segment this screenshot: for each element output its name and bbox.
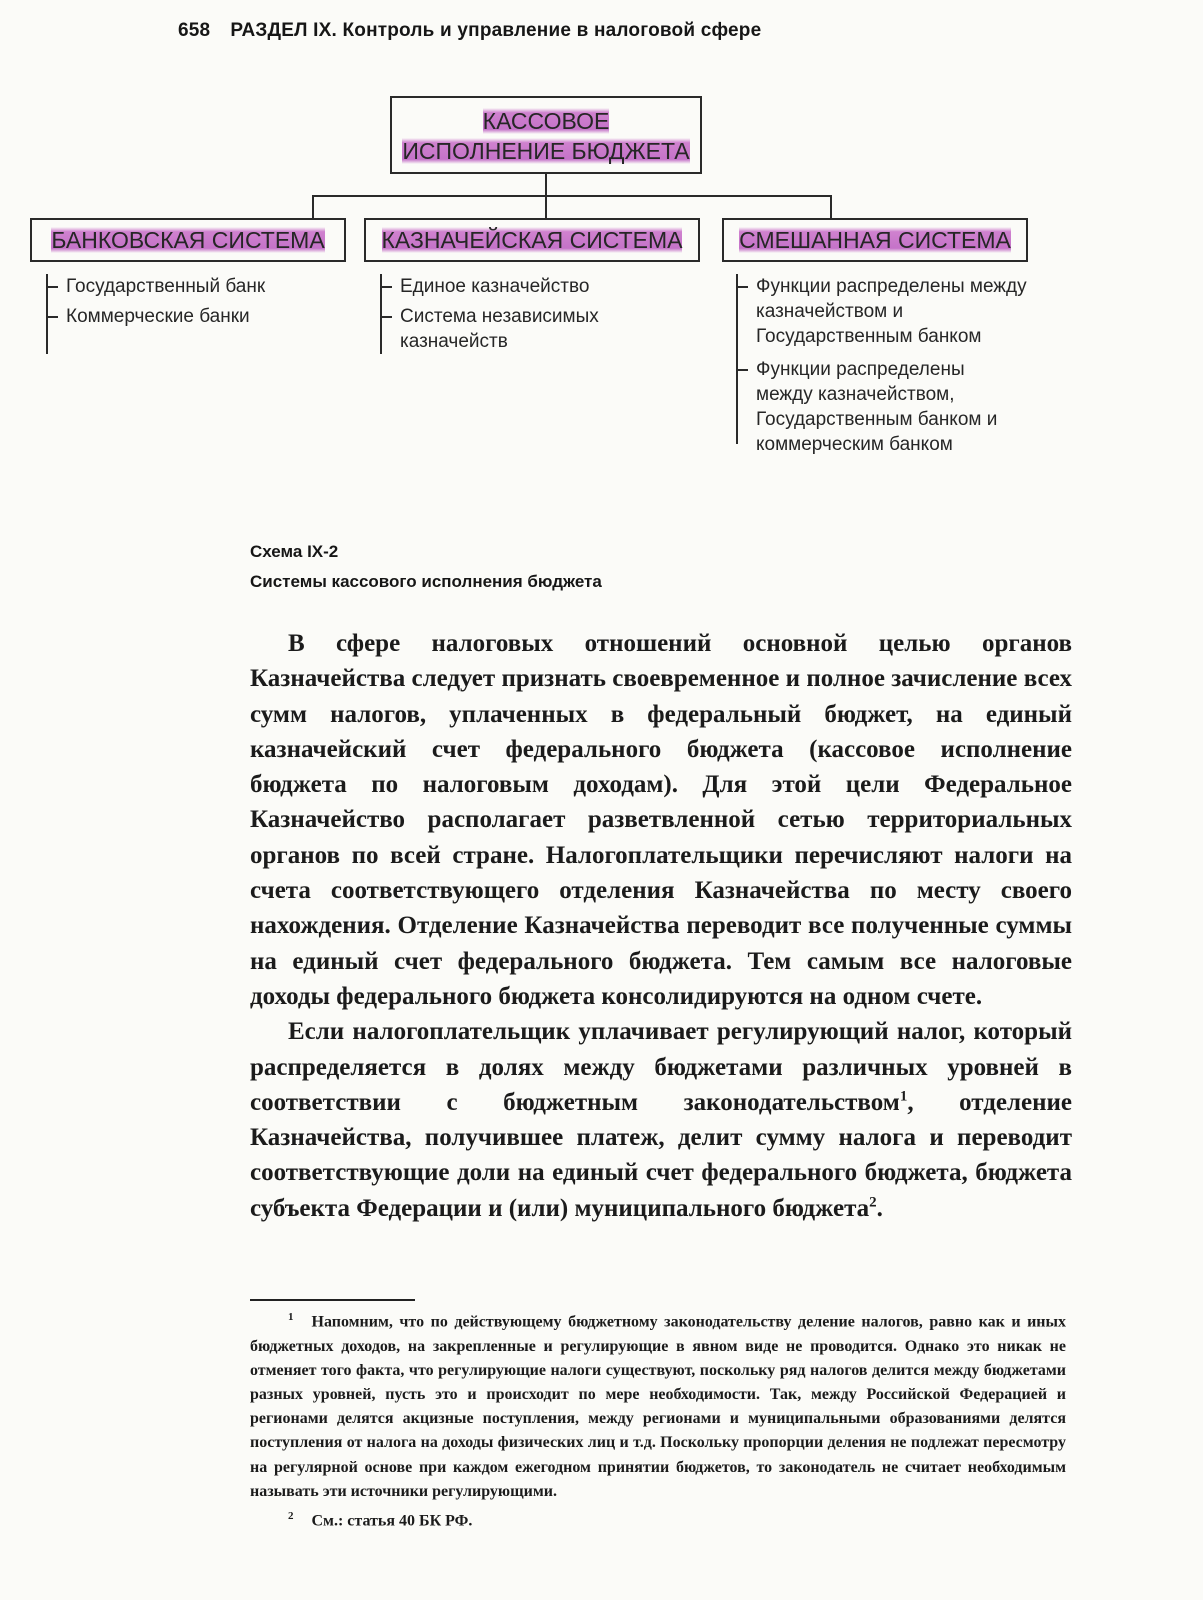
- footnote-text: Напомним, что по действующему бюджетному законодательству деление налогов, равно как и иных бюджетных доходов, на закрепленные и регулирующие в явном виде не проводится. Однако это никак не отменяет того факта, что регулирующие налоги существуют, поскольку ряд налогов делится между бюджетами разных уровней, пусть это и происходит по мере необходимости. Так, между Российской Федерацией и регионами делятся акцизные поступления, между регионами и муниципальными образованиями делятся поступления от налога на доходы физических лиц и т.д. Поскольку пропорции деления не подлежат пересмотру на регулярной основе при каждом ежегодном принятии бюджетов, то законодатель не считает необходимым называть эти источники регулирующими.: [250, 1313, 1066, 1500]
- page-number: 658: [178, 20, 211, 41]
- caption-title: Системы кассового исполнения бюджета: [250, 572, 602, 591]
- paragraph: Если налогоплательщик уплачивает регулирующий налог, который распределяется в долях между бюджетами различных уровней в соответствии с бюджетным законодательством$^1$, отделение Казначейства, получившее платеж, делит сумму налога и переводит соответствующие доли на единый счет федерального бюджета, бюджета субъекта Федерации и (или) муниципального бюджета$^2$.: [250, 1018, 1073, 1222]
- system-box-mixed: [722, 218, 1028, 262]
- list-item: Функции распределены между казначейством, Государственным банком и коммерческим банком: [736, 357, 1021, 457]
- mixed-items: [736, 274, 1081, 462]
- footnotes: [250, 1305, 1066, 1533]
- system-title: КАЗНАЧЕЙСКАЯ СИСТЕМА: [381, 227, 683, 253]
- root-box: [390, 96, 702, 174]
- connector-horizontal: [312, 195, 832, 197]
- system-title: БАНКОВСКАЯ СИСТЕМА: [51, 227, 325, 253]
- footnote: [250, 1305, 1066, 1504]
- root-line1: КАССОВОЕ: [482, 108, 610, 134]
- footnote-number: 1: [288, 1311, 294, 1323]
- connector-left: [312, 195, 314, 219]
- list-item: Единое казначейство: [380, 274, 670, 299]
- footnote: [250, 1504, 1066, 1534]
- treasury-items: [380, 274, 670, 359]
- body-text: [250, 626, 1072, 1226]
- footnote-ref[interactable]: 1: [899, 1088, 908, 1105]
- connector-root-down: [545, 174, 547, 196]
- figure-caption: [250, 537, 602, 597]
- system-box-treasury: [364, 218, 700, 262]
- connector-right: [830, 195, 832, 219]
- footnote-ref[interactable]: 2: [869, 1194, 877, 1211]
- running-head: [178, 20, 761, 42]
- section-title: РАЗДЕЛ IX. Контроль и управление в налоговой сфере: [230, 20, 762, 41]
- paragraph: В сфере налоговых отношений основной целью органов Казначейства следует признать своевременное и полное зачисление всех сумм налогов, уплаченных в федеральный бюджет, на единый казначейский счет федерального бюджета (кассовое исполнение бюджета по налоговым доходам). Для этой цели Федеральное Казначейство располагает разветвленной сетью территориальных органов по всей стране. Налогоплательщики перечисляют налоги на счета соответствующего отделения Казначейства по месту своего нахождения. Отделение Казначейства переводит все полученные суммы на единый счет федерального бюджета. Тем самым все налоговые доходы федерального бюджета консолидируются на одном счете.: [250, 630, 1072, 1010]
- footnote-divider: [250, 1299, 415, 1301]
- system-box-banking: [30, 218, 346, 262]
- footnote-text: См.: статья 40 БК РФ.: [311, 1512, 473, 1530]
- footnote-number: 2: [288, 1509, 294, 1522]
- system-title: СМЕШАННАЯ СИСТЕМА: [739, 227, 1011, 253]
- connector-center: [545, 195, 547, 219]
- list-item: Коммерческие банки: [46, 304, 346, 329]
- list-item: Система независимых казначейств: [380, 304, 670, 354]
- banking-items: [46, 274, 346, 334]
- list-item: Функции распределены между казначейством и Государственным банком: [736, 274, 1046, 349]
- root-line2: ИСПОЛНЕНИЕ БЮДЖЕТА: [402, 138, 690, 164]
- caption-label: Схема IX-2: [250, 542, 339, 561]
- list-item: Государственный банк: [46, 274, 346, 299]
